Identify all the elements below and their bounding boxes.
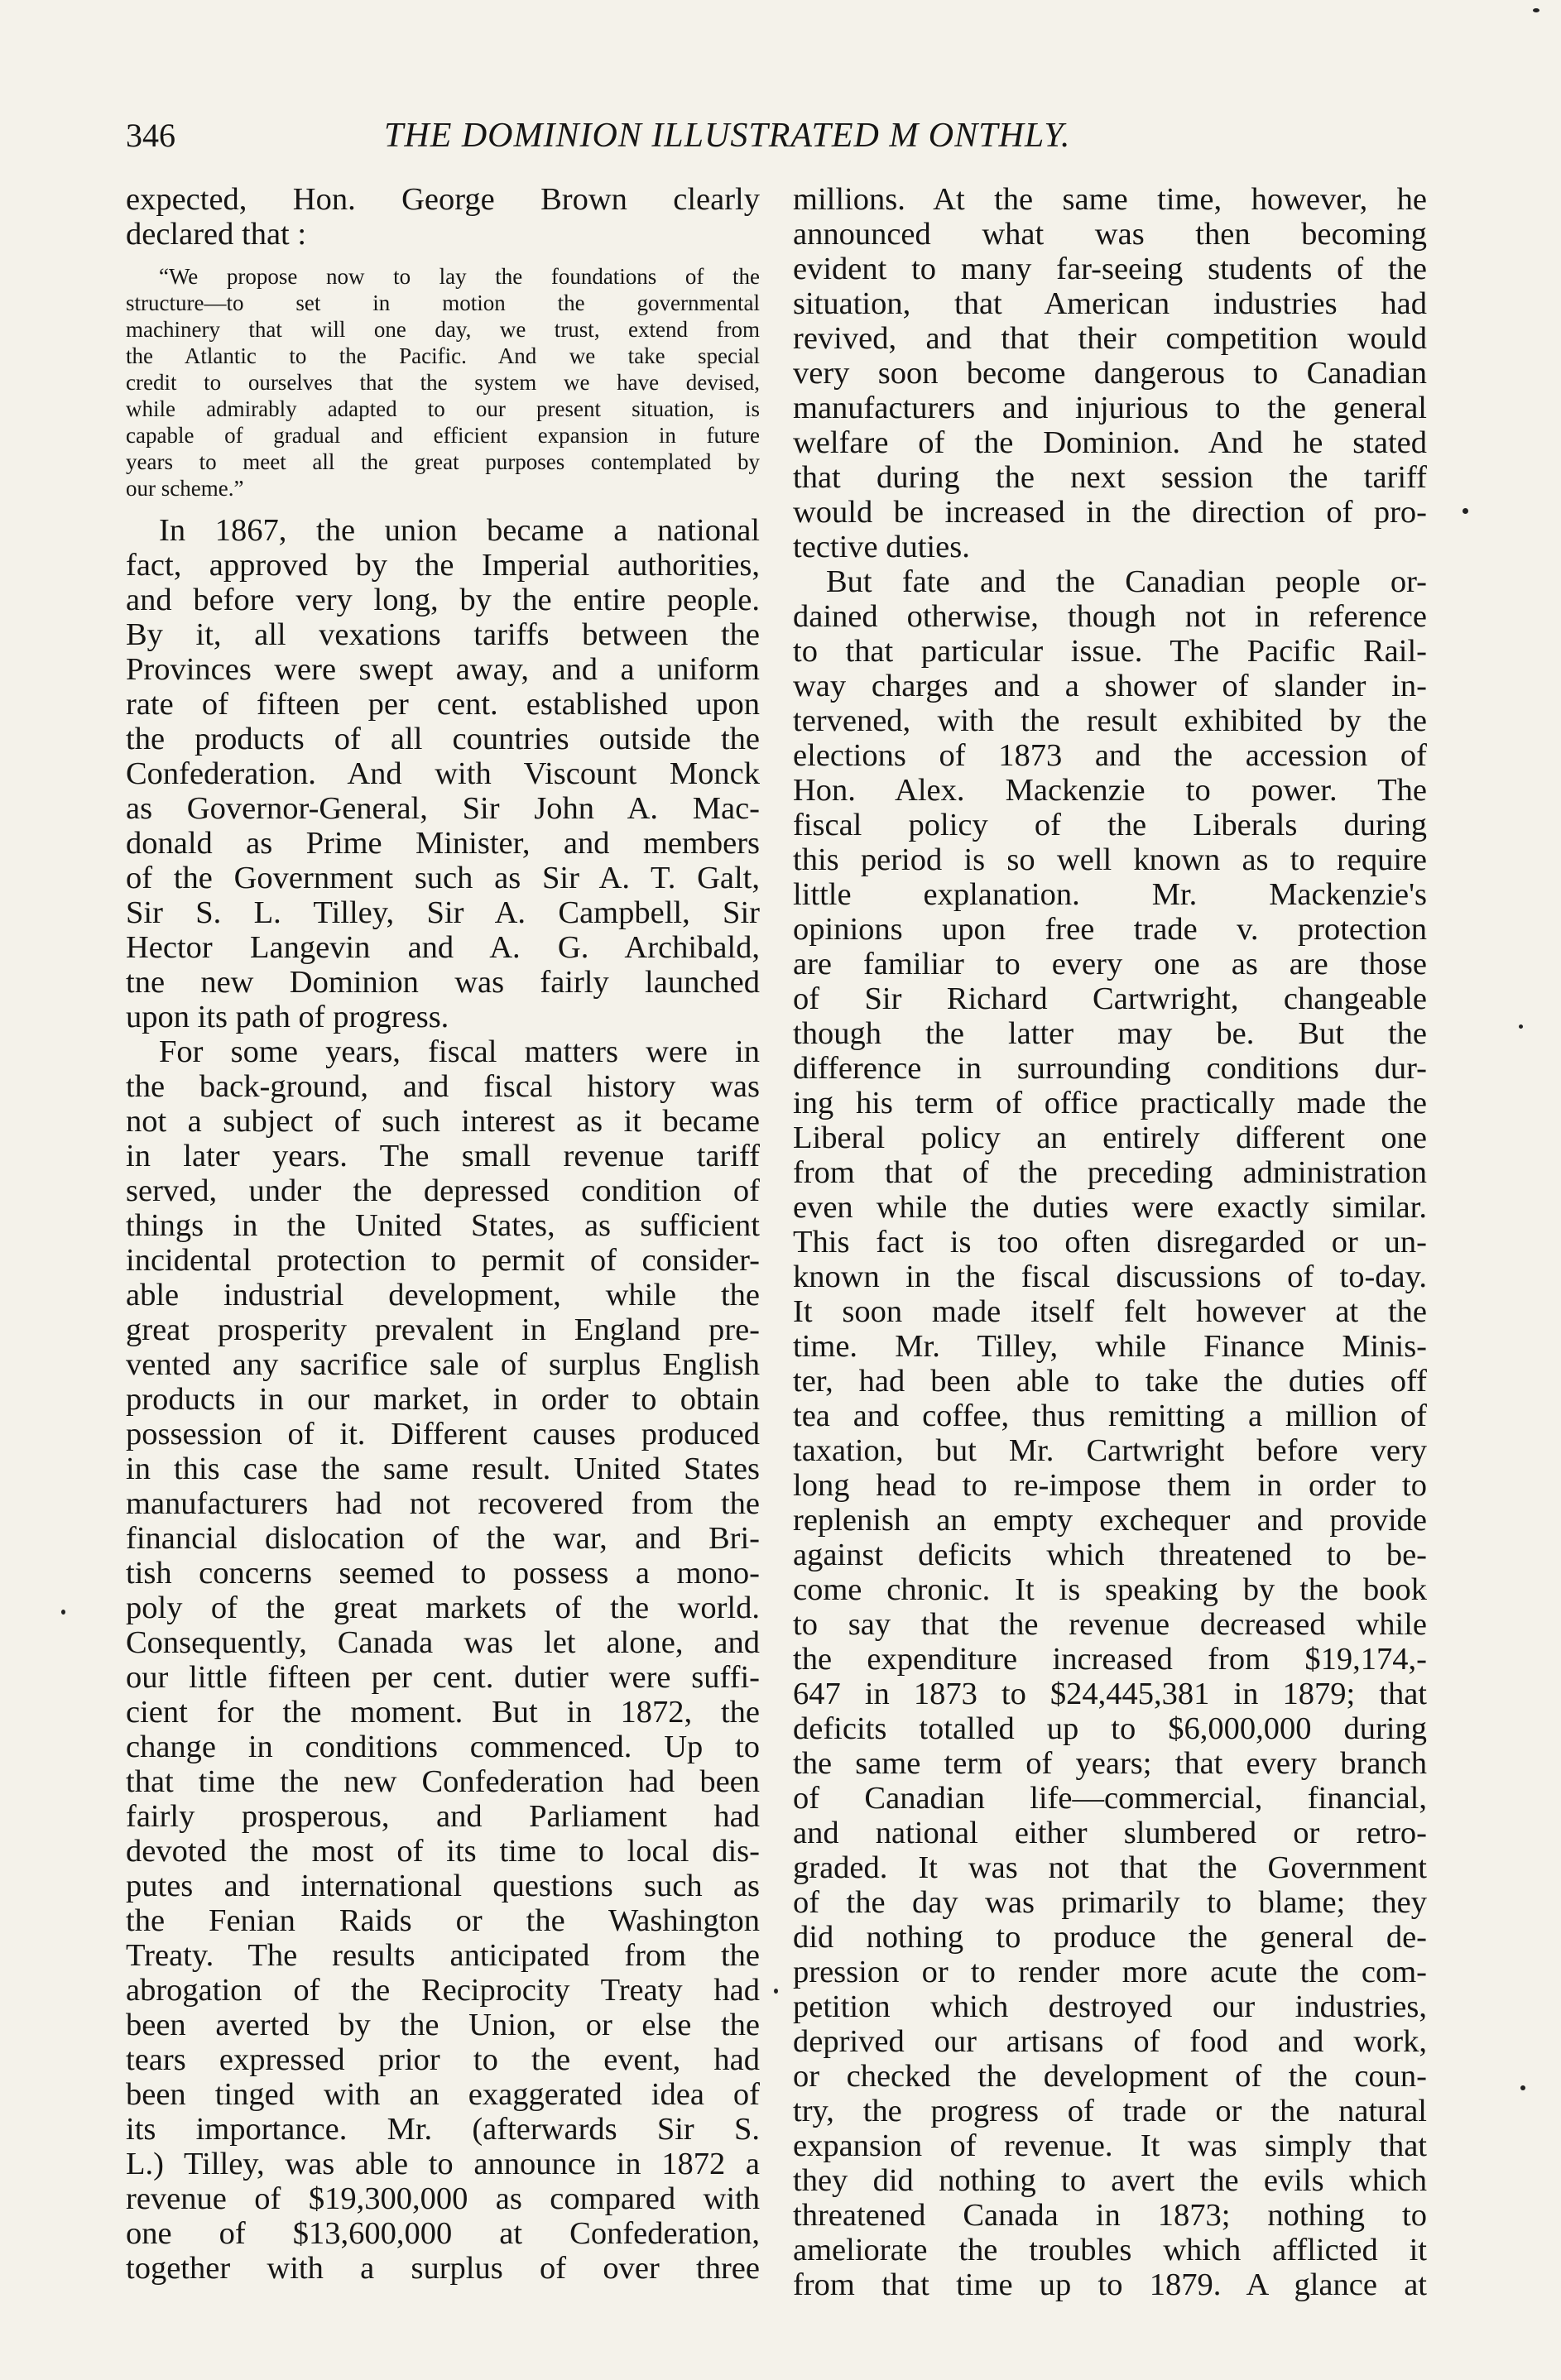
paragraph-line: though the latter may be. But the (793, 1016, 1427, 1051)
print-speck (1533, 8, 1539, 12)
quote-line: while admirably adapted to our present situation, is (126, 396, 760, 421)
quote-line: “We propose now to lay the foundations of the (159, 264, 760, 289)
paragraph-line: would be increased in the direction of pro- (793, 495, 1427, 530)
paragraph-line: able industrial development, while the (126, 1278, 760, 1312)
paragraph-line: Confederation. And with Viscount Monck (126, 756, 760, 791)
paragraph-line: from that of the preceding administration (793, 1155, 1427, 1190)
paragraph-line: ameliorate the troubles which afflicted it (793, 2233, 1427, 2267)
paragraph-line: great prosperity prevalent in England pre- (126, 1312, 760, 1347)
paragraph-line: announced what was then becoming (793, 217, 1427, 252)
paragraph-line: tervened, with the result exhibited by the (793, 703, 1427, 738)
paragraph-line: Hector Langevin and A. G. Archibald, (126, 930, 760, 965)
print-speck (1463, 508, 1468, 514)
paragraph-line: of Sir Richard Cartwright, changeable (793, 981, 1427, 1016)
paragraph-line: they did nothing to avert the evils which (793, 2163, 1427, 2198)
paragraph-line: or checked the development of the coun- (793, 2059, 1427, 2094)
paragraph-line: poly of the great markets of the world. (126, 1591, 760, 1625)
quote-line: credit to ourselves that the system we have devised, (126, 370, 760, 395)
print-speck (61, 1610, 65, 1615)
paragraph-line: been averted by the Union, or else the (126, 2008, 760, 2042)
paragraph-line: against deficits which threatened to be- (793, 1538, 1427, 1572)
paragraph-line: manufacturers had not recovered from the (126, 1486, 760, 1521)
paragraph-line: abrogation of the Reciprocity Treaty had (126, 1973, 760, 2008)
paragraph-line: been tinged with an exaggerated idea of (126, 2077, 760, 2112)
paragraph-line: By it, all vexations tariffs between the (126, 617, 760, 652)
paragraph-line: try, the progress of trade or the natural (793, 2094, 1427, 2128)
paragraph-line: replenish an empty exchequer and provide (793, 1503, 1427, 1538)
paragraph-line: devoted the most of its time to local dis- (126, 1834, 760, 1869)
paragraph-line: tne new Dominion was fairly launched (126, 965, 760, 1000)
paragraph-line: come chronic. It is speaking by the book (793, 1572, 1427, 1607)
paragraph-line: long head to re-impose them in order to (793, 1468, 1427, 1503)
paragraph-line: possession of it. Different causes produced (126, 1417, 760, 1452)
paragraph-line: that time the new Confederation had been (126, 1764, 760, 1799)
paragraph-line: our little fifteen per cent. dutier were suffi- (126, 1660, 760, 1695)
paragraph-line: and before very long, by the entire people. (126, 583, 760, 617)
left-column (126, 182, 760, 2286)
paragraph-line: L.) Tilley, was able to announce in 1872 a (126, 2147, 760, 2181)
quote-line: our scheme.” (126, 476, 244, 501)
right-column (793, 182, 1427, 2302)
paragraph-line: tective duties. (793, 530, 970, 564)
paragraph-line: This fact is too often disregarded or un- (793, 1225, 1427, 1260)
paragraph-line: Hon. Alex. Mackenzie to power. The (793, 773, 1427, 808)
paragraph-line: evident to many far-seeing students of the (793, 252, 1427, 286)
paragraph-line: incidental protection to permit of consider- (126, 1243, 760, 1278)
paragraph-line: welfare of the Dominion. And he stated (793, 425, 1427, 460)
paragraph-line: to that particular issue. The Pacific Rail- (793, 634, 1427, 669)
paragraph-line: even while the duties were exactly similar. (793, 1190, 1427, 1225)
paragraph-line: its importance. Mr. (afterwards Sir S. (126, 2112, 760, 2147)
paragraph-line: change in conditions commenced. Up to (126, 1730, 760, 1764)
paragraph-line: one of $13,600,000 at Confederation, (126, 2216, 760, 2251)
paragraph-line: the products of all countries outside the (126, 722, 760, 756)
paragraph-line: It soon made itself felt however at the (793, 1294, 1427, 1329)
paragraph-line: deficits totalled up to $6,000,000 during (793, 1711, 1427, 1746)
paragraph-line: pression or to render more acute the com- (793, 1955, 1427, 1989)
paragraph-line: situation, that American industries had (793, 286, 1427, 321)
paragraph-line: 647 in 1873 to $24,445,381 in 1879; that (793, 1677, 1427, 1711)
intro-line: expected, Hon. George Brown clearly (126, 182, 760, 217)
paragraph-line: this period is so well known as to require (793, 842, 1427, 877)
paragraph-line: deprived our artisans of food and work, (793, 2024, 1427, 2059)
quote-line: the Atlantic to the Pacific. And we take special (126, 343, 760, 368)
paragraph-line: Provinces were swept away, and a uniform (126, 652, 760, 687)
paragraph-line: revived, and that their competition would (793, 321, 1427, 356)
paragraph-line: ing his term of office practically made the (793, 1086, 1427, 1120)
paragraph-line: taxation, but Mr. Cartwright before very (793, 1433, 1427, 1468)
paragraph-line: the Fenian Raids or the Washington (126, 1903, 760, 1938)
paragraph-line: elections of 1873 and the accession of (793, 738, 1427, 773)
paragraph-line: in this case the same result. United States (126, 1452, 760, 1486)
paragraph-line: in later years. The small revenue tariff (126, 1139, 760, 1173)
paragraph-line: products in our market, in order to obtain (126, 1382, 760, 1417)
paragraph-line: millions. At the same time, however, he (793, 182, 1427, 217)
paragraph-line: But fate and the Canadian people or- (826, 564, 1427, 599)
quote-line: structure—to set in motion the governmental (126, 290, 760, 315)
paragraph-line: served, under the depressed condition of (126, 1173, 760, 1208)
paragraph-line: Consequently, Canada was let alone, and (126, 1625, 760, 1660)
paragraph-line: Liberal policy an entirely different one (793, 1120, 1427, 1155)
paragraph-line: way charges and a shower of slander in- (793, 669, 1427, 703)
paragraph-line: dained otherwise, though not in reference (793, 599, 1427, 634)
intro-line: declared that : (126, 217, 307, 252)
print-speck (1520, 2085, 1525, 2090)
paragraph-line: In 1867, the union became a national (159, 513, 760, 548)
paragraph-line: opinions upon free trade v. protection (793, 912, 1427, 947)
quote-line: years to meet all the great purposes contemplated by (126, 449, 760, 474)
running-title: THE DOMINION ILLUSTRATED M ONTHLY. (384, 117, 1071, 155)
paragraph-line: little explanation. Mr. Mackenzie's (793, 877, 1427, 912)
paragraph-line: threatened Canada in 1873; nothing to (793, 2198, 1427, 2233)
paragraph-line: cient for the moment. But in 1872, the (126, 1695, 760, 1730)
paragraph-line: of the day was primarily to blame; they (793, 1885, 1427, 1920)
paragraph-line: financial dislocation of the war, and Bri- (126, 1521, 760, 1556)
paragraph-line: manufacturers and injurious to the general (793, 391, 1427, 425)
paragraph-line: Sir S. L. Tilley, Sir A. Campbell, Sir (126, 895, 760, 930)
paragraph-line: things in the United States, as sufficient (126, 1208, 760, 1243)
paragraph-line: from that time up to 1879. A glance at (793, 2267, 1427, 2302)
paragraph-line: fact, approved by the Imperial authorities, (126, 548, 760, 583)
paragraph-line: fiscal policy of the Liberals during (793, 808, 1427, 842)
paragraph-line: tears expressed prior to the event, had (126, 2042, 760, 2077)
paragraph-line: petition which destroyed our industries, (793, 1989, 1427, 2024)
quote-line: machinery that will one day, we trust, extend from (126, 317, 760, 342)
paragraph-line: did nothing to produce the general de- (793, 1920, 1427, 1955)
paragraph-gap (126, 501, 760, 513)
paragraph-line: known in the fiscal discussions of to-day. (793, 1260, 1427, 1294)
paragraph-gap (126, 252, 760, 263)
paragraph-line: are familiar to every one as are those (793, 947, 1427, 981)
paragraph-line: time. Mr. Tilley, while Finance Minis- (793, 1329, 1427, 1364)
paragraph-line: fairly prosperous, and Parliament had (126, 1799, 760, 1834)
paragraph-line: expansion of revenue. It was simply that (793, 2128, 1427, 2163)
page-header (126, 116, 1160, 166)
paragraph-line: and national either slumbered or retro- (793, 1816, 1427, 1850)
paragraph-line: as Governor-General, Sir John A. Mac- (126, 791, 760, 826)
paragraph-line: to say that the revenue decreased while (793, 1607, 1427, 1642)
print-speck (774, 1989, 778, 1994)
paragraph-line: graded. It was not that the Government (793, 1850, 1427, 1885)
paragraph-line: putes and international questions such as (126, 1869, 760, 1903)
paragraph-line: together with a surplus of over three (126, 2251, 760, 2286)
paragraph-line: vented any sacrifice sale of surplus English (126, 1347, 760, 1382)
paragraph-line: rate of fifteen per cent. established upon (126, 687, 760, 722)
paragraph-line: not a subject of such interest as it became (126, 1104, 760, 1139)
paragraph-line: of the Government such as Sir A. T. Galt, (126, 861, 760, 895)
paragraph-line: tish concerns seemed to possess a mono- (126, 1556, 760, 1591)
paragraph-line: tea and coffee, thus remitting a million of (793, 1399, 1427, 1433)
paragraph-line: difference in surrounding conditions dur- (793, 1051, 1427, 1086)
paragraph-line: the same term of years; that every branch (793, 1746, 1427, 1781)
paragraph-line: Treaty. The results anticipated from the (126, 1938, 760, 1973)
paragraph-line: donald as Prime Minister, and members (126, 826, 760, 861)
paragraph-line: the expenditure increased from $19,174,- (793, 1642, 1427, 1677)
paragraph-line: For some years, fiscal matters were in (159, 1034, 760, 1069)
print-speck (1519, 1024, 1523, 1029)
page-number: 346 (126, 117, 175, 154)
paragraph-line: very soon become dangerous to Canadian (793, 356, 1427, 391)
paragraph-line: upon its path of progress. (126, 1000, 449, 1034)
paragraph-line: that during the next session the tariff (793, 460, 1427, 495)
paragraph-line: ter, had been able to take the duties off (793, 1364, 1427, 1399)
paragraph-line: revenue of $19,300,000 as compared with (126, 2181, 760, 2216)
paragraph-line: of Canadian life—commercial, financial, (793, 1781, 1427, 1816)
paragraph-line: the back-ground, and fiscal history was (126, 1069, 760, 1104)
quote-line: capable of gradual and efficient expansion in future (126, 423, 760, 448)
